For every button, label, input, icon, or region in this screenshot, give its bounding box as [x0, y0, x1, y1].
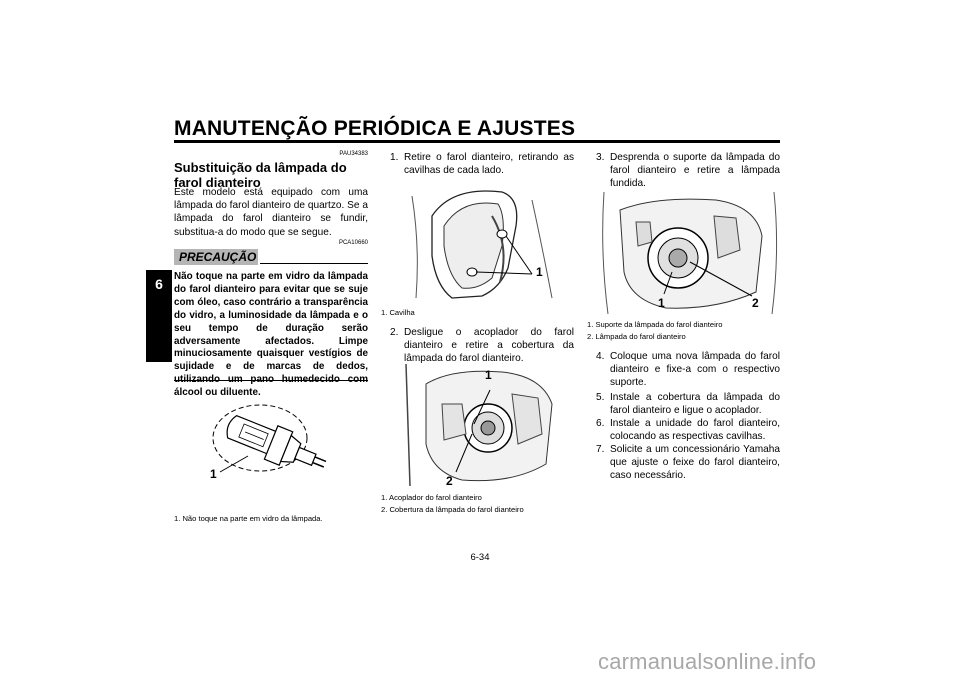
bulb-illustration	[200, 398, 360, 508]
section-title: Substituição da lâmpada do farol dianteiro	[174, 160, 347, 190]
step-5	[596, 391, 780, 417]
step-number: 6.	[596, 418, 605, 429]
fig1-caption: 1. Cavilha	[381, 308, 415, 317]
caution-code: PCA10660	[338, 240, 368, 246]
step-number: 2.	[390, 327, 399, 338]
fig3-caption-1: 1. Suporte da lâmpada do farol dianteiro	[587, 320, 723, 329]
watermark: carmanualsonline.info	[598, 649, 817, 674]
step-3	[596, 151, 780, 190]
fig1-label: 1	[536, 265, 543, 279]
fig3-caption-2: 2. Lâmpada do farol dianteiro	[587, 332, 686, 341]
fig2-label-1: 1	[485, 368, 492, 382]
step-text: Instale a unidade do farol dianteiro, colocando as respectivas cavilhas.	[610, 418, 780, 443]
bulb-figure-caption: 1. Não toque na parte em vidro da lâmpada.	[174, 514, 323, 523]
page-number: 6-34	[470, 552, 490, 563]
step-text: Instale a cobertura da lâmpada do farol dianteiro e ligue o acoplador.	[610, 392, 780, 417]
fig2-caption-1: 1. Acoplador do farol dianteiro	[381, 493, 482, 502]
fig3-label-2: 2	[752, 296, 759, 310]
step-7	[596, 443, 780, 482]
step-text: Coloque uma nova lâmpada do farol dianteiro e fixe-a com o respectivo suporte.	[610, 351, 780, 389]
step-number: 7.	[596, 444, 605, 455]
fig2-caption-2: 2. Cobertura da lâmpada do farol dianteiro	[381, 505, 524, 514]
caution-banner	[174, 249, 258, 265]
step-6	[596, 417, 780, 443]
step-4	[596, 350, 780, 389]
caution-rule	[260, 263, 368, 264]
step-number: 5.	[596, 392, 605, 403]
step-1	[390, 151, 574, 177]
step-2	[390, 326, 574, 365]
fig2-label-2: 2	[446, 474, 453, 488]
caution-label: PRECAUÇÃO	[179, 250, 257, 264]
step-number: 1.	[390, 152, 399, 163]
step-text: Solicite a um concessionário Yamaha que ajuste o feixe do farol dianteiro, caso necessário.	[610, 444, 780, 482]
step-number: 3.	[596, 152, 605, 163]
headlight-cover-photo	[392, 186, 572, 302]
caution-bottom-rule	[174, 380, 368, 381]
step-number: 4.	[596, 351, 605, 362]
step-text: Retire o farol dianteiro, retirando as cavilhas de cada lado.	[404, 152, 574, 177]
section-code: PAU34383	[339, 151, 368, 157]
fig3-label-1: 1	[658, 296, 665, 310]
intro-paragraph: Este modelo está equipado com uma lâmpada do farol dianteiro de quartzo. Se a lâmpada do farol dianteiro se fundir, substitua-a do modo que se segue.	[174, 187, 368, 238]
page-header-title: MANUTENÇÃO PERIÓDICA E AJUSTES	[174, 117, 576, 140]
bulb-figure-label: 1	[210, 467, 217, 481]
step-text: Desprenda o suporte da lâmpada do farol dianteiro e retire a lâmpada fundida.	[610, 152, 780, 190]
coupler-photo	[392, 364, 572, 486]
header-rule	[174, 140, 780, 143]
caution-text: Não toque na parte em vidro da lâmpada do farol dianteiro para evitar que se suje com óleo, caso contrário a transparência do vidro, a luminosidade da lâmpada e o seu tempo de duração serão adversamente afectados. Limpe minuciosamente quaisquer vestígios de sujidade e de marcas de dedos, utilizando um pano humedecido com álcool ou diluente.	[174, 271, 368, 399]
step-text: Desligue o acoplador do farol dianteiro e retire a cobertura da lâmpada do farol dianteiro.	[404, 327, 574, 365]
chapter-number: 6	[155, 276, 163, 292]
